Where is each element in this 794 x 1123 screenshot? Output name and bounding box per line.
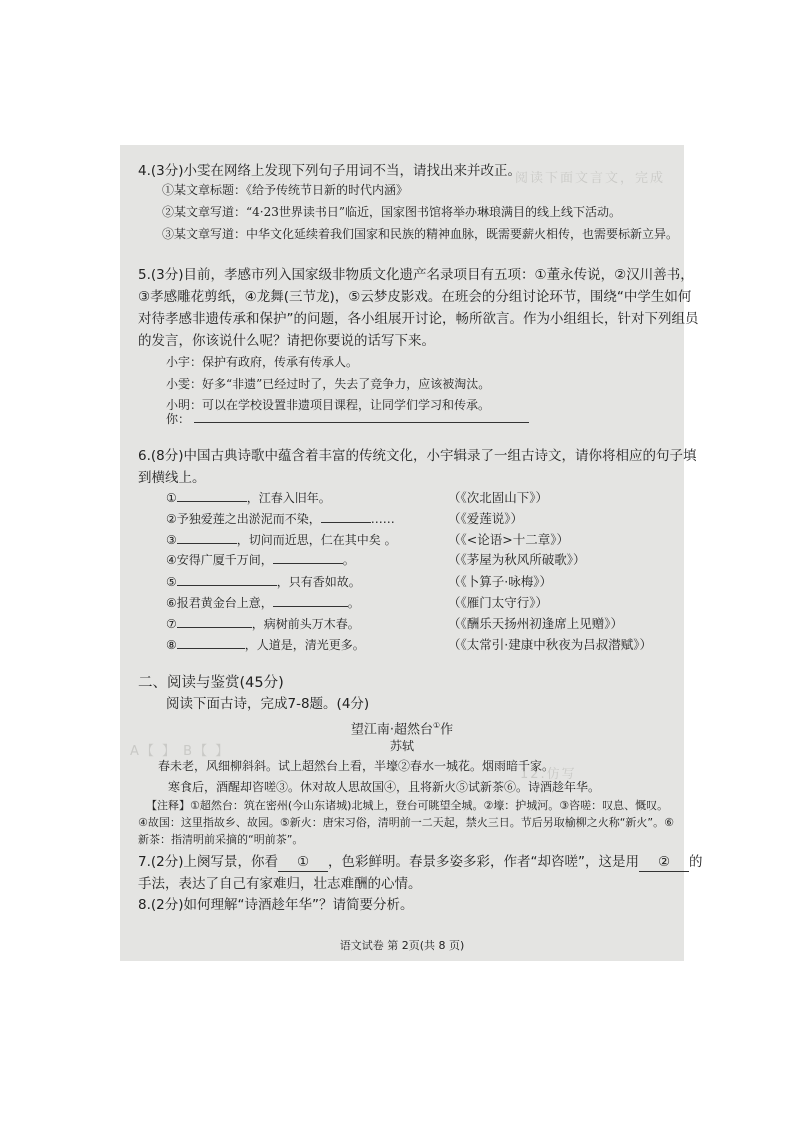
q6-item-number: ①	[166, 491, 177, 505]
poem-title-suffix: 作	[440, 722, 454, 738]
q6-item-number: ③	[166, 533, 177, 547]
q6-item-text: ，人道是，清光更多。	[244, 638, 365, 652]
section-2-heading: 二、阅读与鉴赏(45分)	[138, 675, 284, 691]
q5-answer-row	[166, 409, 529, 428]
q5-stem-line: ③孝感雕花剪纸，④龙舞(三节龙)，⑤云梦皮影戏。在班会的分组讨论环节，围绕“中学生如何	[138, 289, 692, 305]
q5-answer-label: 你：	[166, 412, 191, 426]
q6-item-8	[166, 635, 365, 654]
bleed-line: A【 】 B【 】	[130, 744, 231, 759]
q6-item-text: ，病树前头万木春。	[251, 617, 360, 631]
q5-dialogue-line: 小宇：保护有政府，传承有传承人。	[166, 355, 359, 369]
q6-item-number: ④	[166, 553, 177, 567]
q5-stem-line: 的发言，你该说什么呢？请把你要说的话写下来。	[138, 333, 435, 349]
poem-line: 春未老，风细柳斜斜。试上超然台上看，半壕②春水一城花。烟雨暗千家。	[158, 759, 555, 773]
exam-page	[120, 145, 703, 961]
q6-answer-blank[interactable]	[177, 635, 245, 649]
q6-item-text: ，江春入旧年。	[246, 491, 331, 505]
q5-stem-line: 5.(3分)目前，孝感市列入国家级非物质文化遗产名录项目有五项：①董永传说，②汉川善书，	[138, 267, 694, 283]
q6-item-4-source: （《茅屋为秋风所破歌》）	[448, 552, 586, 567]
q4-item-3: ③某文章写道：中华文化延续着我们国家和民族的精神血脉，既需要薪火相传，也需要标新立异。	[162, 227, 679, 241]
q6-answer-blank[interactable]	[177, 614, 252, 628]
q6-item-6	[166, 593, 360, 612]
q6-item-4	[166, 550, 355, 569]
q6-item-text: ……	[370, 512, 395, 526]
q5-stem-line: 对待孝感非遗传承和保护”的问题，各小组展开讨论，畅所欲言。作为小组组长，针对下列组员	[138, 311, 699, 327]
q6-item-6-source: （《雁门太守行》）	[448, 595, 549, 610]
page-content	[120, 145, 703, 961]
q6-item-text: 。	[342, 553, 355, 567]
poem-title	[120, 717, 684, 739]
section-2-intro: 阅读下面古诗，完成7-8题。(4分)	[166, 696, 370, 712]
q6-item-text: 报君黄金台上意，	[176, 596, 273, 610]
q7-blank-1[interactable]: ①	[278, 853, 328, 872]
q6-item-number: ②	[166, 512, 177, 526]
q6-item-8-source: （《太常引·建康中秋夜为吕叔潜赋》）	[448, 637, 652, 652]
q4-item-2: ②某文章写道：“4·23世界读书日”临近，国家图书馆将举办琳琅满目的线上线下活动。	[162, 205, 621, 219]
q6-stem-line: 6.(8分)中国古典诗歌中蕴含着丰富的传统文化，小宇辑录了一组古诗文，请你将相应的句子填	[138, 448, 697, 464]
poem-line: 寒食后，酒醒却咨嗟③。休对故人思故国④，且将新火⑤试新茶⑥。诗酒趁年华。	[168, 780, 601, 794]
q6-answer-blank[interactable]	[177, 530, 237, 544]
q6-item-number: ⑤	[166, 575, 177, 589]
poem-author: 苏轼	[389, 739, 414, 753]
q4-item-1: ①某文章标题：《给予传统节日新的时代内涵》	[162, 183, 409, 197]
q4-stem: 4.(3分)小雯在网络上发现下列句子用词不当，请找出来并改正。	[138, 163, 522, 179]
q6-answer-blank[interactable]	[273, 593, 348, 607]
q6-item-3-source: （《<论语>十二章》）	[448, 532, 569, 547]
q6-item-7	[166, 614, 360, 633]
q6-item-1-source: （《次北固山下》）	[448, 490, 549, 505]
q6-item-text: 予独爱莲之出淤泥而不染，	[176, 512, 321, 526]
poem-title-footnote-mark: ①	[432, 721, 441, 730]
q8-stem: 8.(2分)如何理解“诗酒趁年华”？请简要分析。	[138, 897, 414, 913]
q6-stem-line: 到横线上。	[138, 470, 206, 486]
q6-item-text: ，切问而近思，仁在其中矣 。	[236, 533, 397, 547]
q7-line-2: 手法，表达了自己有家难归，壮志难酬的心情。	[138, 876, 422, 892]
q6-item-5-source: （《卜算子·咏梅》）	[448, 574, 552, 589]
q6-item-number: ⑦	[166, 617, 177, 631]
q5-dialogue-line: 小明：可以在学校设置非遗项目课程，让同学们学习和传承。	[166, 398, 491, 412]
q6-answer-blank[interactable]	[273, 550, 343, 564]
poem-note-line: ④故国：这里指故乡、故园。⑤新火：唐宋习俗，清明前一二天起，禁火三日。节后另取榆柳之火称“新火”。⑥	[138, 816, 674, 829]
poem-note-line: 【注释】①超然台：筑在密州(今山东诸城)北城上，登台可眺望全城。②壕：护城河。③咨嗟：叹息、慨叹。	[146, 799, 669, 812]
q7-blank-2[interactable]: ②	[639, 853, 689, 872]
q6-answer-blank[interactable]	[177, 572, 277, 586]
q5-answer-line[interactable]	[194, 409, 529, 423]
q6-item-2	[166, 509, 395, 528]
q6-item-text: ，只有香如故。	[276, 575, 361, 589]
bleed-line: 阅读下面文言文，完成	[515, 171, 666, 186]
q6-answer-blank[interactable]	[321, 509, 371, 523]
page-footer: 语文试卷 第 2页(共 8 页)	[339, 939, 465, 952]
q7-text: 7.(2分)上阕写景，你看	[138, 854, 279, 870]
q6-item-2-source: （《爱莲说》）	[448, 511, 524, 526]
q6-item-3	[166, 530, 397, 549]
q5-dialogue-line: 小雯：好多“非遗”已经过时了，失去了竞争力，应该被淘汰。	[166, 377, 491, 391]
q6-item-text: 安得广厦千万间，	[176, 553, 273, 567]
q6-item-text: 。	[347, 596, 360, 610]
q6-item-5	[166, 572, 361, 591]
q6-answer-blank[interactable]	[177, 488, 247, 502]
poem-note-line: 新茶：指清明前采摘的“明前茶”。	[138, 833, 304, 846]
q6-item-number: ⑧	[166, 638, 177, 652]
poem-title-text: 望江南·超然台	[350, 722, 433, 738]
q7-line-1	[138, 853, 703, 872]
q7-text: ，色彩鲜明。春景多姿多彩，作者“却咨嗟”，这是用	[328, 854, 640, 870]
q6-item-number: ⑥	[166, 596, 177, 610]
q6-item-7-source: （《酬乐天扬州初逢席上见赠》）	[448, 616, 624, 631]
q6-item-1	[166, 488, 331, 507]
q7-text: 的	[689, 854, 703, 870]
bleed-line: 12.仿写	[520, 767, 577, 782]
